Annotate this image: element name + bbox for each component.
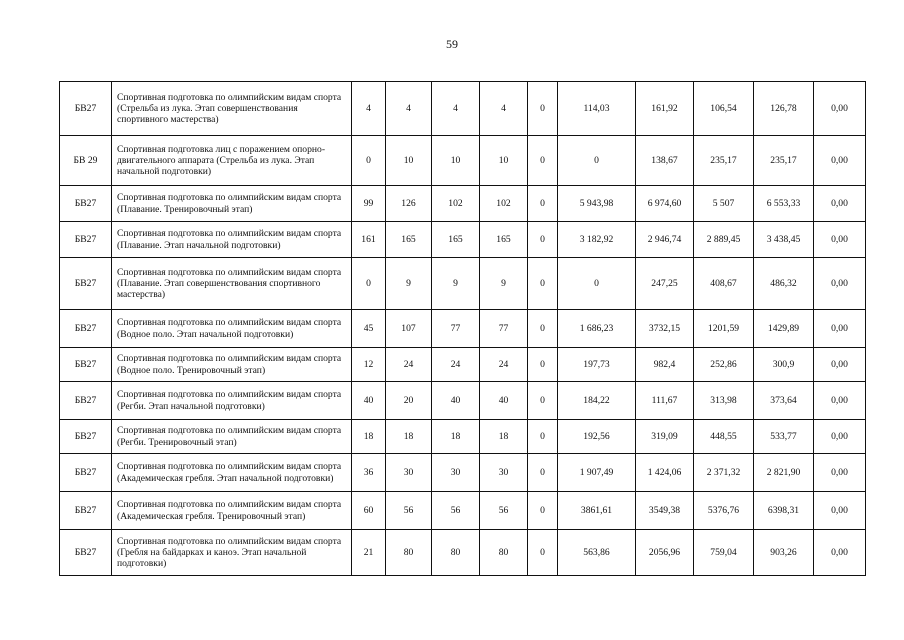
cell-c3: 40 (432, 382, 480, 420)
table-row (60, 348, 866, 382)
cell-c2: 126 (386, 186, 432, 222)
cell-code: БВ27 (60, 492, 112, 530)
cell-c3: 24 (432, 348, 480, 382)
cell-c7: 138,67 (636, 136, 694, 186)
cell-c10: 0,00 (814, 136, 866, 186)
cell-c10: 0,00 (814, 420, 866, 454)
cell-c8: 1201,59 (694, 310, 754, 348)
cell-c5: 0 (528, 382, 558, 420)
cell-c7: 319,09 (636, 420, 694, 454)
cell-c9: 126,78 (754, 82, 814, 136)
cell-c1: 60 (352, 492, 386, 530)
cell-c7: 247,25 (636, 258, 694, 310)
cell-c6: 0 (558, 136, 636, 186)
cell-code: БВ27 (60, 310, 112, 348)
cell-c5: 0 (528, 530, 558, 576)
cell-c2: 30 (386, 454, 432, 492)
cell-c2: 9 (386, 258, 432, 310)
cell-c1: 40 (352, 382, 386, 420)
cell-c4: 56 (480, 492, 528, 530)
cell-c3: 18 (432, 420, 480, 454)
budget-table (59, 81, 866, 576)
cell-c4: 4 (480, 82, 528, 136)
cell-c4: 102 (480, 186, 528, 222)
cell-code: БВ27 (60, 258, 112, 310)
cell-code: БВ27 (60, 348, 112, 382)
cell-c1: 0 (352, 136, 386, 186)
cell-c1: 45 (352, 310, 386, 348)
cell-c7: 2056,96 (636, 530, 694, 576)
cell-desc: Спортивная подготовка по олимпийским видам спорта (Плавание. Этап начальной подготовки) (112, 222, 352, 258)
cell-desc: Спортивная подготовка по олимпийским видам спорта (Академическая гребля. Этап начальной подготовки) (112, 454, 352, 492)
cell-c4: 80 (480, 530, 528, 576)
cell-c3: 10 (432, 136, 480, 186)
cell-c1: 161 (352, 222, 386, 258)
cell-c9: 3 438,45 (754, 222, 814, 258)
cell-c7: 161,92 (636, 82, 694, 136)
cell-c6: 192,56 (558, 420, 636, 454)
cell-c10: 0,00 (814, 348, 866, 382)
cell-c9: 6 553,33 (754, 186, 814, 222)
cell-c7: 6 974,60 (636, 186, 694, 222)
cell-c6: 197,73 (558, 348, 636, 382)
cell-desc: Спортивная подготовка по олимпийским видам спорта (Регби. Тренировочный этап) (112, 420, 352, 454)
cell-code: БВ 29 (60, 136, 112, 186)
cell-desc: Спортивная подготовка по олимпийским видам спорта (Стрельба из лука. Этап совершенствования спортивного мастерства) (112, 82, 352, 136)
cell-c1: 4 (352, 82, 386, 136)
cell-c10: 0,00 (814, 530, 866, 576)
cell-c10: 0,00 (814, 492, 866, 530)
cell-c2: 165 (386, 222, 432, 258)
cell-c2: 10 (386, 136, 432, 186)
cell-c4: 77 (480, 310, 528, 348)
cell-c8: 235,17 (694, 136, 754, 186)
table-row (60, 492, 866, 530)
cell-c1: 0 (352, 258, 386, 310)
cell-code: БВ27 (60, 222, 112, 258)
cell-c5: 0 (528, 258, 558, 310)
cell-c3: 165 (432, 222, 480, 258)
table-row (60, 454, 866, 492)
table-row (60, 382, 866, 420)
cell-c7: 111,67 (636, 382, 694, 420)
cell-c6: 184,22 (558, 382, 636, 420)
cell-c4: 24 (480, 348, 528, 382)
cell-desc: Спортивная подготовка по олимпийским видам спорта (Академическая гребля. Тренировочный этап) (112, 492, 352, 530)
cell-c3: 102 (432, 186, 480, 222)
cell-c2: 4 (386, 82, 432, 136)
cell-c4: 9 (480, 258, 528, 310)
cell-c5: 0 (528, 82, 558, 136)
cell-c6: 0 (558, 258, 636, 310)
cell-code: БВ27 (60, 420, 112, 454)
cell-c3: 30 (432, 454, 480, 492)
cell-c5: 0 (528, 136, 558, 186)
cell-c2: 18 (386, 420, 432, 454)
cell-desc: Спортивная подготовка по олимпийским видам спорта (Регби. Этап начальной подготовки) (112, 382, 352, 420)
cell-c8: 759,04 (694, 530, 754, 576)
cell-c9: 2 821,90 (754, 454, 814, 492)
cell-c8: 106,54 (694, 82, 754, 136)
cell-code: БВ27 (60, 82, 112, 136)
table-row (60, 310, 866, 348)
cell-c1: 99 (352, 186, 386, 222)
cell-c3: 80 (432, 530, 480, 576)
cell-c5: 0 (528, 492, 558, 530)
cell-c9: 903,26 (754, 530, 814, 576)
cell-c5: 0 (528, 222, 558, 258)
cell-c3: 9 (432, 258, 480, 310)
cell-c2: 20 (386, 382, 432, 420)
cell-code: БВ27 (60, 382, 112, 420)
cell-c3: 56 (432, 492, 480, 530)
cell-c8: 313,98 (694, 382, 754, 420)
cell-c7: 2 946,74 (636, 222, 694, 258)
cell-c6: 3 182,92 (558, 222, 636, 258)
cell-c9: 6398,31 (754, 492, 814, 530)
cell-desc: Спортивная подготовка по олимпийским видам спорта (Плавание. Тренировочный этап) (112, 186, 352, 222)
cell-c2: 80 (386, 530, 432, 576)
cell-c6: 5 943,98 (558, 186, 636, 222)
cell-c5: 0 (528, 186, 558, 222)
cell-c10: 0,00 (814, 310, 866, 348)
cell-c7: 982,4 (636, 348, 694, 382)
cell-desc: Спортивная подготовка по олимпийским видам спорта (Плавание. Этап совершенствования спортивного мастерства) (112, 258, 352, 310)
cell-c4: 18 (480, 420, 528, 454)
cell-c6: 1 907,49 (558, 454, 636, 492)
table-row (60, 258, 866, 310)
cell-c9: 300,9 (754, 348, 814, 382)
cell-c1: 18 (352, 420, 386, 454)
cell-c9: 373,64 (754, 382, 814, 420)
page-number: 59 (446, 37, 458, 51)
cell-c9: 533,77 (754, 420, 814, 454)
table-row (60, 420, 866, 454)
table-row (60, 186, 866, 222)
cell-c8: 448,55 (694, 420, 754, 454)
cell-c4: 165 (480, 222, 528, 258)
cell-c10: 0,00 (814, 258, 866, 310)
cell-c10: 0,00 (814, 186, 866, 222)
cell-c1: 12 (352, 348, 386, 382)
cell-code: БВ27 (60, 530, 112, 576)
cell-c10: 0,00 (814, 222, 866, 258)
cell-c6: 114,03 (558, 82, 636, 136)
table-body (60, 82, 866, 576)
cell-c5: 0 (528, 348, 558, 382)
cell-c2: 56 (386, 492, 432, 530)
cell-desc: Спортивная подготовка по олимпийским видам спорта (Гребля на байдарках и каноэ. Этап начальной подготовки) (112, 530, 352, 576)
cell-c2: 107 (386, 310, 432, 348)
cell-c10: 0,00 (814, 82, 866, 136)
cell-code: БВ27 (60, 454, 112, 492)
table-row (60, 222, 866, 258)
cell-c8: 5376,76 (694, 492, 754, 530)
cell-desc: Спортивная подготовка лиц с поражением опорно-двигательного аппарата (Стрельба из лука. Этап начальной подготовки) (112, 136, 352, 186)
cell-c7: 1 424,06 (636, 454, 694, 492)
cell-c9: 235,17 (754, 136, 814, 186)
cell-c9: 1429,89 (754, 310, 814, 348)
cell-c10: 0,00 (814, 382, 866, 420)
cell-c7: 3549,38 (636, 492, 694, 530)
cell-c3: 4 (432, 82, 480, 136)
cell-c6: 3861,61 (558, 492, 636, 530)
cell-c1: 21 (352, 530, 386, 576)
cell-c5: 0 (528, 420, 558, 454)
cell-c1: 36 (352, 454, 386, 492)
cell-c6: 1 686,23 (558, 310, 636, 348)
cell-c10: 0,00 (814, 454, 866, 492)
table-row (60, 82, 866, 136)
cell-c5: 0 (528, 310, 558, 348)
cell-c4: 10 (480, 136, 528, 186)
cell-c8: 408,67 (694, 258, 754, 310)
cell-c8: 5 507 (694, 186, 754, 222)
cell-c6: 563,86 (558, 530, 636, 576)
cell-c2: 24 (386, 348, 432, 382)
cell-c4: 30 (480, 454, 528, 492)
cell-desc: Спортивная подготовка по олимпийским видам спорта (Водное поло. Тренировочный этап) (112, 348, 352, 382)
cell-c8: 252,86 (694, 348, 754, 382)
cell-c9: 486,32 (754, 258, 814, 310)
table-row (60, 530, 866, 576)
cell-c3: 77 (432, 310, 480, 348)
cell-c8: 2 371,32 (694, 454, 754, 492)
cell-c8: 2 889,45 (694, 222, 754, 258)
cell-c5: 0 (528, 454, 558, 492)
cell-desc: Спортивная подготовка по олимпийским видам спорта (Водное поло. Этап начальной подготовки) (112, 310, 352, 348)
cell-c7: 3732,15 (636, 310, 694, 348)
table-row (60, 136, 866, 186)
cell-code: БВ27 (60, 186, 112, 222)
cell-c4: 40 (480, 382, 528, 420)
